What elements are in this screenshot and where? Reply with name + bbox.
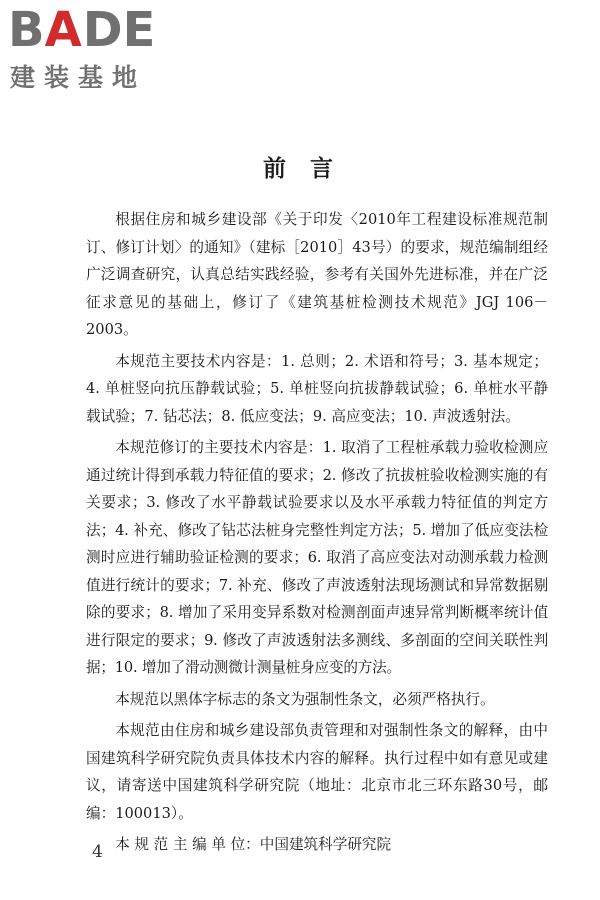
logo-subtitle: 建装基地 xyxy=(10,63,147,92)
watermark-logo xyxy=(8,2,178,92)
paragraph-5: 本规范由住房和城乡建设部负责管理和对强制性条文的解释，由中国建筑科学研究院负责具体技术内容的解释。执行过程中如有意见或建议，请寄送中国建筑科学研究院（地址：北京市北三环东路30号，邮编：100013）。 xyxy=(86,722,548,822)
logo-wordmark xyxy=(8,2,178,58)
page-title: 前言 xyxy=(263,156,357,182)
preface-body xyxy=(86,206,548,863)
logo-letters-start: B xyxy=(8,2,45,58)
logo-letters-end: DE xyxy=(82,2,156,58)
paragraph-3: 本规范修订的主要技术内容是：1. 取消了工程桩承载力验收检测应通过统计得到承载力特征值的要求；2. 修改了抗拔桩验收检测实施的有关要求；3. 修改了水平静载试验要求以及水平承载力特征值的判定方法；4. 补充、修改了钻芯法桩身完整性判定方法；5. 增加了低应变法检测时应进行辅助验证检测的要求；6. 取消了高应变法对动测承载力检测值进行统计的要求；7. 补充、修改了声波透射法现场测试和异常数据剔除的要求；8. 增加了采用变异系数对检测剖面声速异常判断概率统计值进行限定的要求；9. 修改了声波透射法多测线、多剖面的空间关联性判据；10. 增加了滑动测微计测量桩身应变的方法。 xyxy=(86,439,548,676)
logo-accent-letter: A xyxy=(44,2,82,58)
paragraph-1: 根据住房和城乡建设部《关于印发〈2010年工程建设标准规范制订、修订计划〉的通知》（建标［2010］43号）的要求，规范编制组经广泛调查研究，认真总结实践经验，参考有关国外先进标准，并在广泛征求意见的基础上，修订了《建筑基桩检测技术规范》JGJ 106－2003。 xyxy=(86,211,548,338)
paragraph-4: 本规范以黑体字标志的条文为强制性条文，必须严格执行。 xyxy=(115,690,495,708)
paragraph-2: 本规范主要技术内容是：1. 总则；2. 术语和符号；3. 基本规定；4. 单桩竖向抗压静载试验；5. 单桩竖向抗拔静载试验；6. 单桩水平静载试验；7. 钻芯法；8. 低应变法；9. 高应变法；10. 声波透射法。 xyxy=(86,352,548,425)
paragraph-6: 本 规 范 主 编 单 位：中国建筑科学研究院 xyxy=(115,836,392,853)
page-number: 4 xyxy=(92,842,103,862)
